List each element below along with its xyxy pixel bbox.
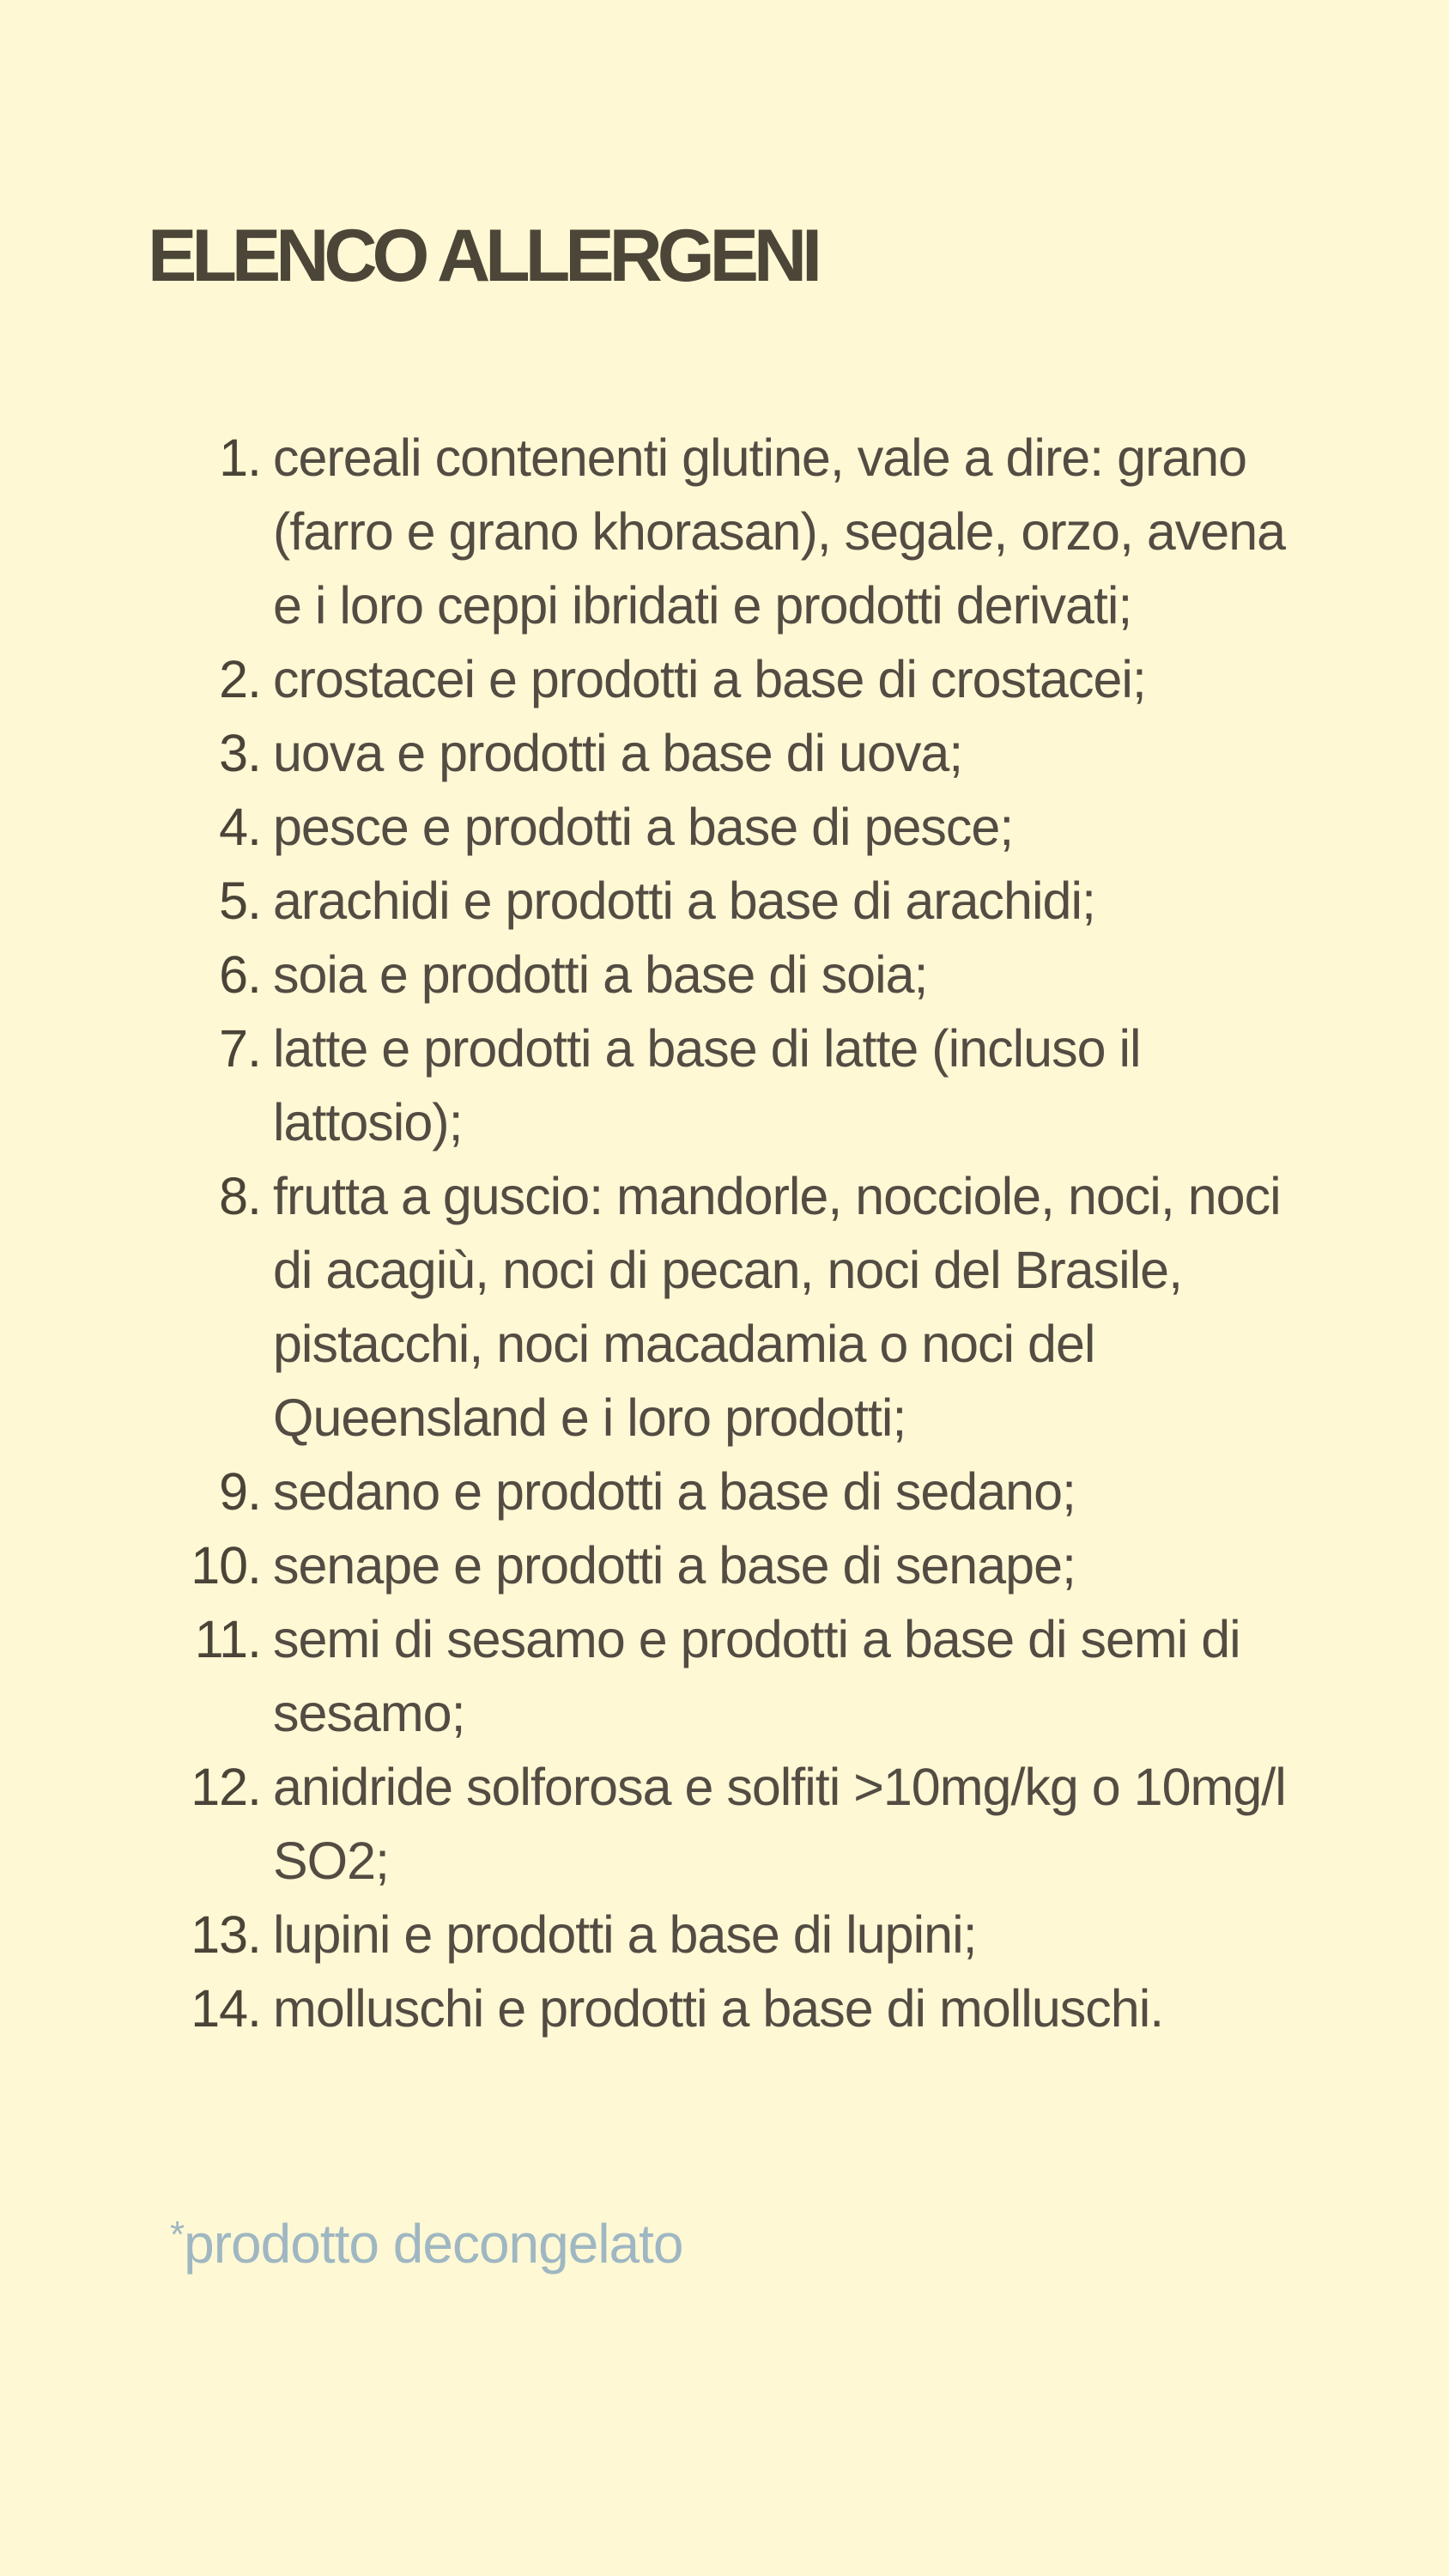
list-item-number: 1.	[219, 428, 261, 487]
list-item	[172, 790, 1305, 864]
footnote	[170, 2198, 683, 2281]
list-item-number: 4.	[219, 798, 261, 856]
footnote-text: prodotto decongelato	[184, 2213, 683, 2275]
list-item	[172, 1455, 1305, 1528]
list-item	[172, 1602, 1305, 1750]
list-item	[172, 1159, 1305, 1455]
list-item-number: 2.	[219, 650, 261, 708]
list-item-text: senape e prodotti a base di senape;	[273, 1536, 1076, 1595]
footnote-marker: *	[170, 2214, 185, 2256]
list-item-text: frutta a guscio: mandorle, nocciole, noci, noci di acagiù, noci di pecan, noci del Brasile, pistacchi, noci macadamia o noci del Queensland e i loro prodotti;	[273, 1167, 1281, 1447]
list-item	[172, 1750, 1305, 1898]
list-item-number: 6.	[219, 945, 261, 1004]
list-item	[172, 642, 1305, 716]
list-item-text: lupini e prodotti a base di lupini;	[273, 1905, 977, 1964]
list-item-text: crostacei e prodotti a base di crostacei;	[273, 650, 1146, 708]
list-item-number: 3.	[219, 724, 261, 782]
list-item	[172, 938, 1305, 1012]
list-item-text: pesce e prodotti a base di pesce;	[273, 798, 1014, 856]
list-item-text: uova e prodotti a base di uova;	[273, 724, 963, 782]
allergen-list	[172, 421, 1305, 2045]
list-item-number: 13.	[191, 1905, 261, 1964]
list-item	[172, 1528, 1305, 1602]
list-item-number: 12.	[191, 1758, 261, 1816]
page-title: ELENCO ALLERGENI	[148, 215, 817, 297]
list-item-text: soia e prodotti a base di soia;	[273, 945, 928, 1004]
list-item-number: 8.	[219, 1167, 261, 1225]
list-item	[172, 864, 1305, 938]
list-item-text: arachidi e prodotti a base di arachidi;	[273, 872, 1095, 930]
list-item-text: semi di sesamo e prodotti a base di semi di sesamo;	[273, 1610, 1240, 1742]
list-item-text: sedano e prodotti a base di sedano;	[273, 1462, 1076, 1521]
list-item	[172, 716, 1305, 790]
list-item-number: 9.	[219, 1462, 261, 1521]
list-item-number: 5.	[219, 872, 261, 930]
list-item	[172, 1012, 1305, 1159]
list-item-number: 7.	[219, 1019, 261, 1078]
list-item-text: latte e prodotti a base di latte (incluso il lattosio);	[273, 1019, 1141, 1151]
list-item-number: 10.	[191, 1536, 261, 1595]
list-item-text: cereali contenenti glutine, vale a dire: grano (farro e grano khorasan), segale, orzo, avena e i loro ceppi ibridati e prodotti derivati;	[273, 428, 1286, 635]
list-item	[172, 421, 1305, 642]
list-item	[172, 1898, 1305, 1971]
list-item-text: molluschi e prodotti a base di molluschi.	[273, 1979, 1164, 2038]
list-item-number: 14.	[191, 1979, 261, 2038]
list-item-number: 11.	[194, 1610, 261, 1668]
list-item	[172, 1971, 1305, 2045]
list-item-text: anidride solforosa e solfiti >10mg/kg o 10mg/l SO2;	[273, 1758, 1286, 1890]
